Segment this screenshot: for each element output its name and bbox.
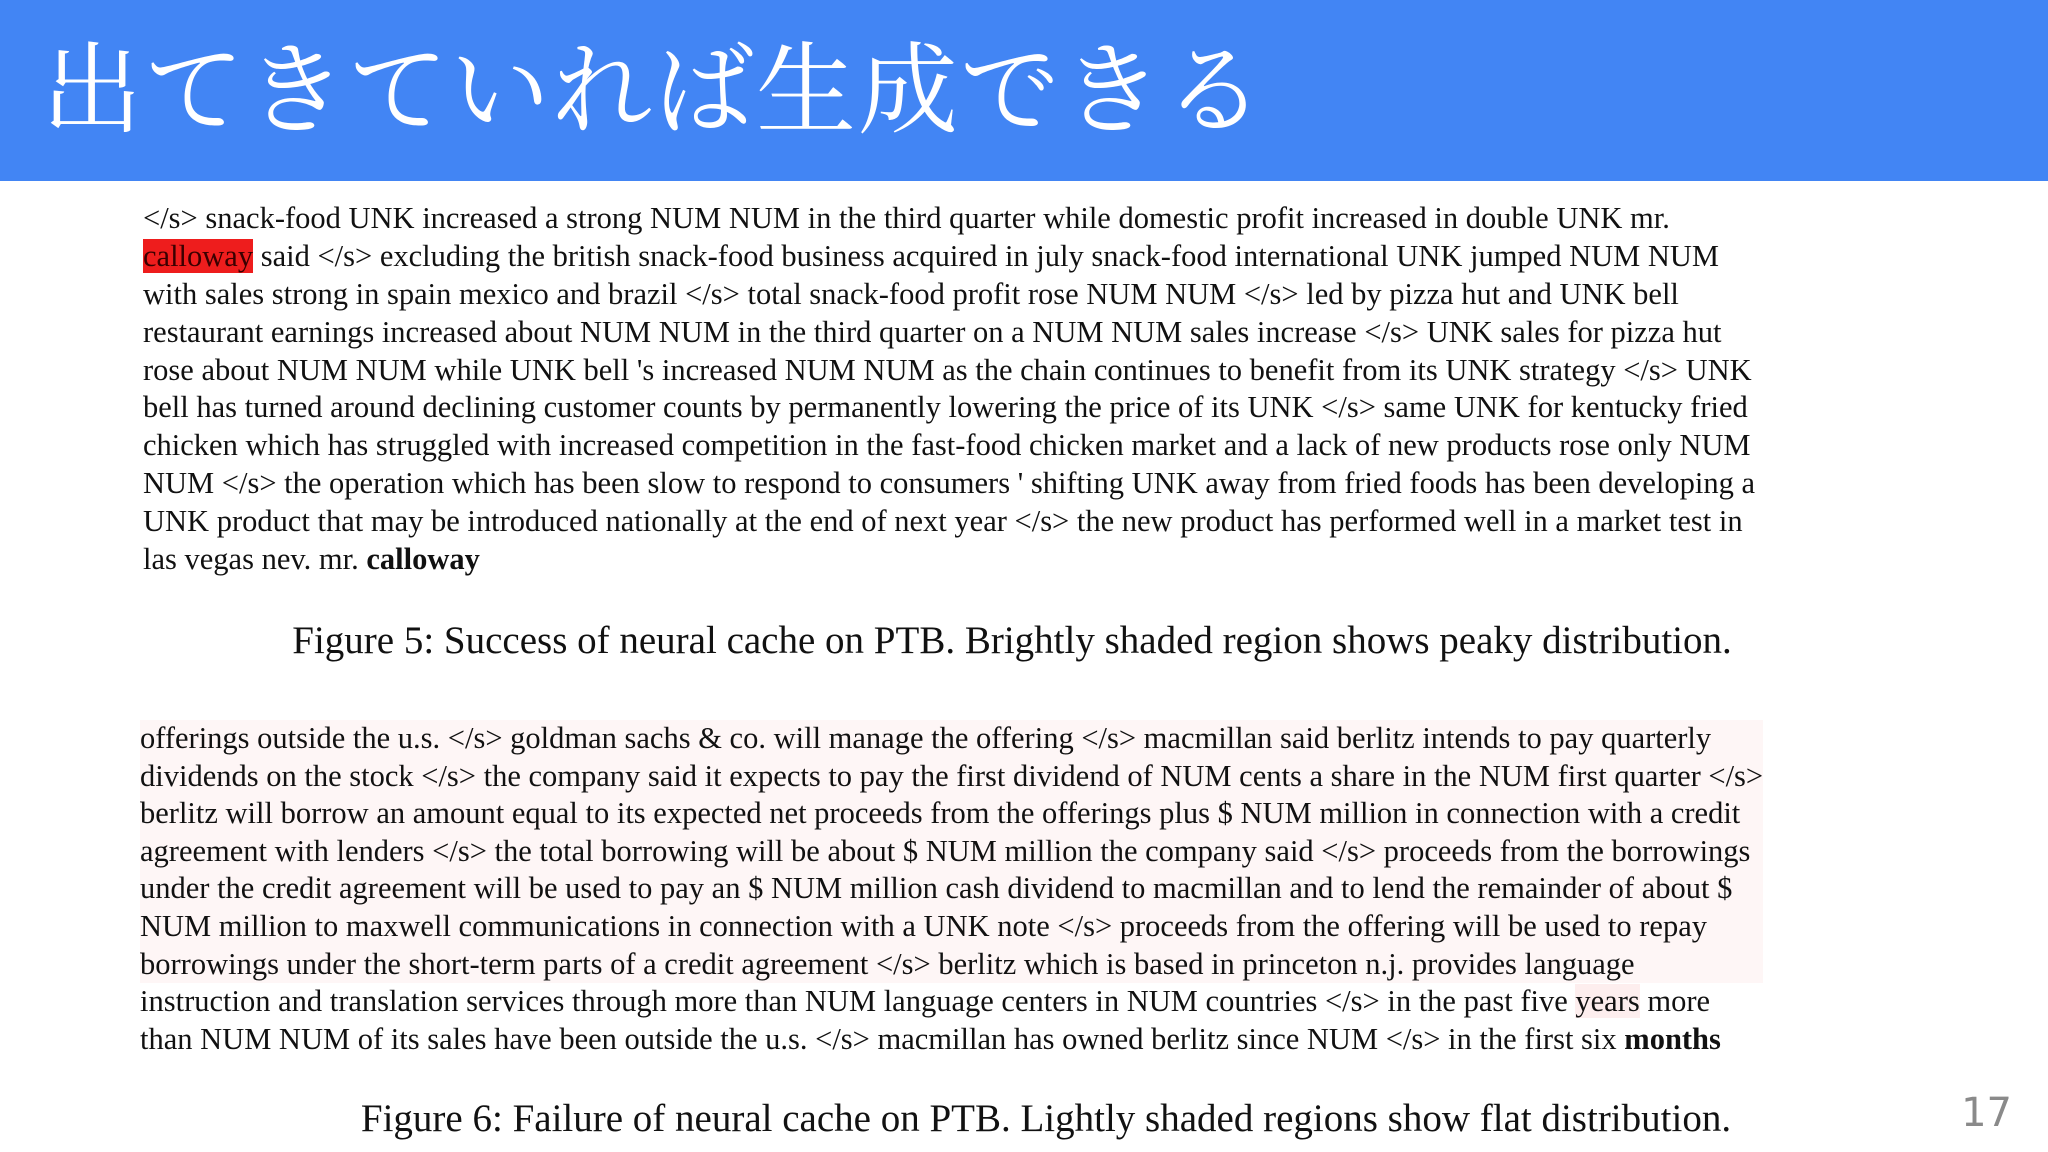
figure5-target-word: calloway xyxy=(366,542,480,577)
figure6-line-2: dividends on the stock </s> the company said it expects to pay the first dividend of NUM cents a share in the NUM first quarter </s> xyxy=(140,758,1763,796)
figure5-line-2 xyxy=(143,238,1755,276)
figure6-line-9-text: than NUM NUM of its sales have been outside the u.s. </s> macmillan has owned berlitz since NUM </s> in the first six xyxy=(140,1021,1625,1056)
figure6-line-4: agreement with lenders </s> the total borrowing will be about $ NUM million the company said </s> proceeds from the borrowings xyxy=(140,833,1763,871)
figure5-line-3: with sales strong in spain mexico and brazil </s> total snack-food profit rose NUM NUM </s> led by pizza hut and UNK bell xyxy=(143,276,1679,311)
figure6-highlight-word: years xyxy=(1575,984,1640,1019)
figure5-text xyxy=(143,200,1755,579)
figure6-line-9 xyxy=(140,1021,1763,1059)
figure6-line-8-tail: more xyxy=(1639,984,1711,1019)
figure6-line-8 xyxy=(140,983,1763,1021)
figure5-line-9: UNK product that may be introduced nationally at the end of next year </s> the new product has performed well in a market test in xyxy=(143,504,1743,539)
figure5-line-1: </s> snack-food UNK increased a strong NUM NUM in the third quarter while domestic profit increased in double UNK mr. xyxy=(143,201,1670,235)
figure6-line-3: berlitz will borrow an amount equal to its expected net proceeds from the offerings plus $ NUM million in connection with a credit xyxy=(140,795,1763,833)
figure6-text xyxy=(140,720,1763,1058)
figure6-line-7: borrowings under the short-term parts of a credit agreement </s> berlitz which is based in princeton n.j. provides language xyxy=(140,946,1763,984)
figure6-target-word: months xyxy=(1624,1021,1721,1056)
figure5-line-4: restaurant earnings increased about NUM NUM in the third quarter on a NUM NUM sales increase </s> UNK sales for pizza hut xyxy=(143,314,1722,349)
figure6-line-8-text: instruction and translation services through more than NUM language centers in NUM countries </s> in the past five xyxy=(140,984,1576,1019)
figure6-line-6: NUM million to maxwell communications in connection with a UNK note </s> proceeds from the offering will be used to repay xyxy=(140,908,1763,946)
figure5-caption: Figure 5: Success of neural cache on PTB. Brightly shaded region shows peaky distribution. xyxy=(292,619,1732,662)
figure5-line-6: bell has turned around declining customer counts by permanently lowering the price of its UNK </s> same UNK for kentucky fried xyxy=(143,390,1748,425)
figure5-line-5: rose about NUM NUM while UNK bell 's increased NUM NUM as the chain continues to benefit from its UNK strategy </s> UNK xyxy=(143,352,1752,387)
figure5-line-10 xyxy=(143,541,1755,579)
figure5-highlight-word: calloway xyxy=(143,238,254,273)
page-number: 17 xyxy=(1961,1090,2012,1136)
figure6-caption: Figure 6: Failure of neural cache on PTB. Lightly shaded regions show flat distribution. xyxy=(360,1097,1732,1140)
title-bar xyxy=(0,0,2048,181)
figure5-line-8: NUM </s> the operation which has been slow to respond to consumers ' shifting UNK away from fried foods has been developing a xyxy=(143,466,1756,501)
slide-title: 出てきていれば生成できる xyxy=(42,32,1266,149)
figure6-line-5: under the credit agreement will be used to pay an $ NUM million cash dividend to macmillan and to lend the remainder of about $ xyxy=(140,870,1763,908)
figure5-line-7: chicken which has struggled with increased competition in the fast-food chicken market and a lack of new products rose only NUM xyxy=(143,428,1751,463)
figure5-line-2-text: said </s> excluding the british snack-food business acquired in july snack-food international UNK jumped NUM NUM xyxy=(253,238,1720,273)
figure5-line-10-text: las vegas nev. mr. xyxy=(143,542,367,577)
figure6-line-1: offerings outside the u.s. </s> goldman sachs & co. will manage the offering </s> macmillan said berlitz intends to pay quarterly xyxy=(140,720,1763,758)
